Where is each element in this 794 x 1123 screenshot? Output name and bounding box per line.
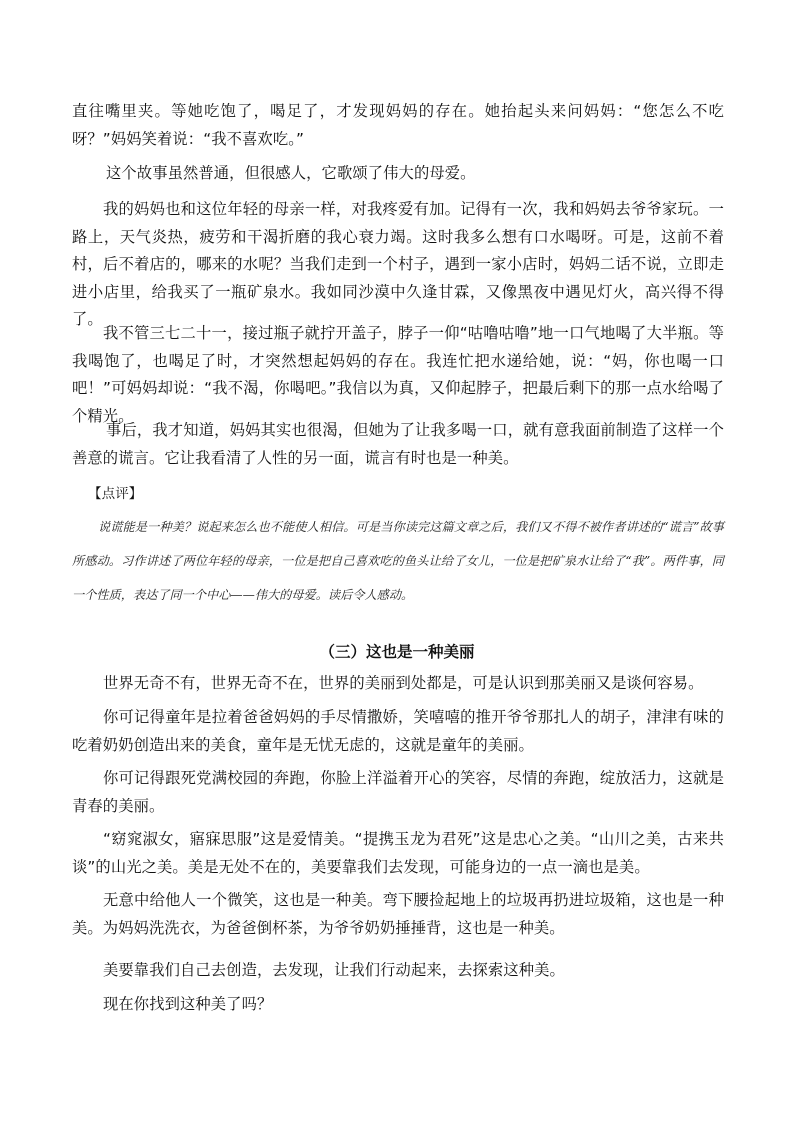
story2-paragraph-kindness: 无意中给他人一个微笑，这也是一种美。弯下腰捡起地上的垃圾再扔进垃圾箱，这也是一种美。为妈妈洗洗衣，为爸爸倒杯茶，为爷爷奶奶捶捶背，这也是一种美。	[72, 891, 724, 937]
story1-paragraph-drink: 我不管三七二十一，接过瓶子就拧开盖子，脖子一仰“咕噜咕噜”地一口气地喝了大半瓶。等我喝饱了，也喝足了时，才突然想起妈妈的存在。我连忙把水递给她，说：“妈，你也喝一口吧！”可妈妈却说：“我不渴，你喝吧。”我信以为真，又仰起脖子，把最后剩下的那一点水给喝了个精光。	[72, 324, 724, 425]
section-title: （三）这也是一种美丽	[319, 643, 475, 661]
story1-paragraph-continued: 直往嘴里夹。等她吃饱了，喝足了，才发现妈妈的存在。她抬起头来问妈妈：“您怎么不吃呀？”妈妈笑着说：“我不喜欢吃。”	[72, 102, 724, 148]
story2-paragraph-create: 美要靠我们自己去创造，去发现，让我们行动起来，去探索这种美。	[103, 961, 565, 979]
story2-paragraph-poetry: “窈窕淑女，寤寐思服”这是爱情美。“提携玉龙为君死”这是忠心之美。“山川之美，古来共谈”的山光之美。美是无处不在的，美要靠我们去发现，可能身边的一点一滴也是美。	[72, 830, 724, 876]
story2-paragraph-youth: 你可记得跟死党满校园的奔跑，你脸上洋溢着开心的笑容，尽情的奔跑，绽放活力，这就是青春的美丽。	[72, 769, 724, 815]
story2-paragraph-question: 现在你找到这种美了吗？	[103, 995, 273, 1013]
story1-paragraph-journey: 我的妈妈也和这位年轻的母亲一样，对我疼爱有加。记得有一次，我和妈妈去爷爷家玩。一路上，天气炎热，疲劳和干渴折磨的我心衰力竭。这时我多么想有口水喝呀。可是，这前不着村，后不着店的，哪来的水呢？当我们走到一个村子，遇到一家小店时，妈妈二话不说，立即走进小店里，给我买了一瓶矿泉水。我如同沙漠中久逢甘霖，又像黑夜中遇见灯火，高兴得不得了。	[72, 200, 724, 328]
story1-paragraph-conclusion: 事后，我才知道，妈妈其实也很渴，但她为了让我多喝一口，就有意我面前制造了这样一个善意的谎言。它让我看清了人性的另一面，谎言有时也是一种美。	[72, 421, 724, 467]
story1-paragraph-comment: 这个故事虽然普通，但很感人，它歌颂了伟大的母爱。	[106, 164, 476, 182]
story2-paragraph-intro: 世界无奇不有，世界无奇不在，世界的美丽到处都是，可是认识到那美丽又是谈何容易。	[103, 674, 704, 692]
story2-paragraph-childhood: 你可记得童年是拉着爸爸妈妈的手尽情撒娇，笑嘻嘻的推开爷爷那扎人的胡子，津津有味的吃着奶奶创造出来的美食，童年是无忧无虑的，这就是童年的美丽。	[72, 708, 724, 754]
review-label: 【点评】	[88, 486, 143, 502]
review-text: 说谎能是一种美？说起来怎么也不能使人相信。可是当你读完这篇文章之后，我们又不得不被作者讲述的“谎言”故事所感动。习作讲述了两位年轻的母亲，一位是把自己喜欢吃的鱼头让给了女儿，一位是把矿泉水让给了“我”。两件事，同一个性质，表达了同一个中心——伟大的母爱。读后令人感动。	[72, 520, 724, 602]
